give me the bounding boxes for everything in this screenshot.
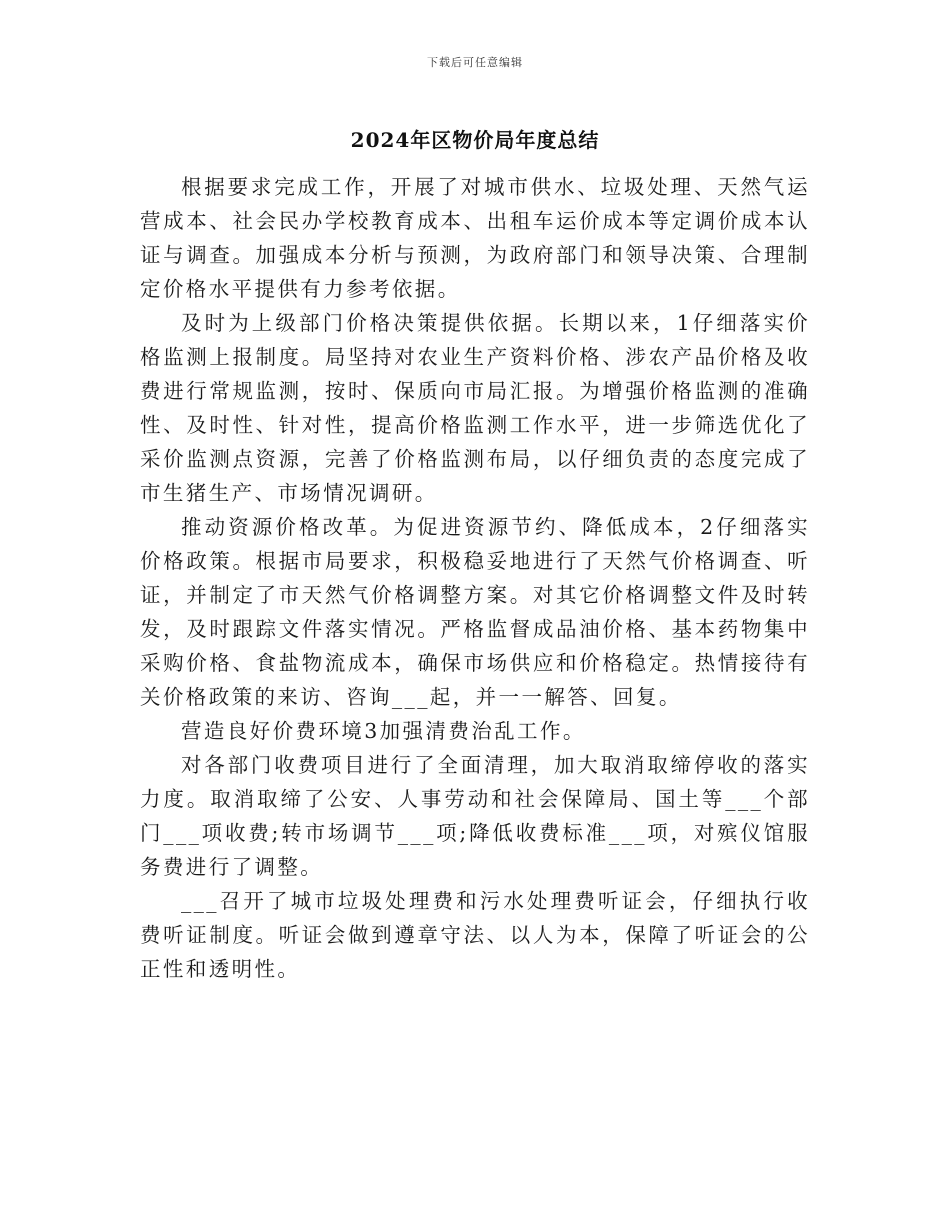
document-title: 2024年区物价局年度总结 — [350, 128, 600, 152]
document-body — [140, 170, 810, 986]
paragraph-hearing: ___召开了城市垃圾处理费和污水处理费听证会，仔细执行收费听证制度。听证会做到遵章守法、以人为本，保障了听证会的公正性和透明性。 — [140, 889, 810, 981]
paragraph-price-monitoring: 及时为上级部门价格决策提供依据。长期以来，1仔细落实价格监测上报制度。局坚持对农业生产资料价格、涉农产品价格及收费进行常规监测，按时、保质向市局汇报。为增强价格监测的准确性、及时性、针对性，提高价格监测工作水平，进一步筛选优化了采价监测点资源，完善了价格监测布局，以仔细负责的态度完成了市生猪生产、市场情况调研。 — [140, 311, 810, 505]
paragraph-fee-environment-heading: 营造良好价费环境3加强清费治乱工作。 — [181, 719, 586, 743]
paragraph-fee-cleanup: 对各部门收费项目进行了全面清理，加大取消取缔停收的落实力度。取消取缔了公安、人事劳动和社会保障局、国土等___个部门___项收费;转市场调节___项;降低收费标准___项，对殡仪馆服务费进行了调整。 — [140, 753, 810, 879]
header-note: 下载后可任意编辑 — [427, 56, 523, 69]
paragraph-cost-investigation: 根据要求完成工作，开展了对城市供水、垃圾处理、天然气运营成本、社会民办学校教育成本、出租车运价成本等定调价成本认证与调查。加强成本分析与预测，为政府部门和领导决策、合理制定价格水平提供有力参考依据。 — [140, 175, 810, 301]
paragraph-resource-pricing-reform: 推动资源价格改革。为促进资源节约、降低成本，2仔细落实价格政策。根据市局要求，积极稳妥地进行了天然气价格调查、听证，并制定了市天然气价格调整方案。对其它价格调整文件及时转发，及时跟踪文件落实情况。严格监督成品油价格、基本药物集中采购价格、食盐物流成本，确保市场供应和价格稳定。热情接待有关价格政策的来访、咨询___起，并一一解答、回复。 — [140, 515, 810, 709]
